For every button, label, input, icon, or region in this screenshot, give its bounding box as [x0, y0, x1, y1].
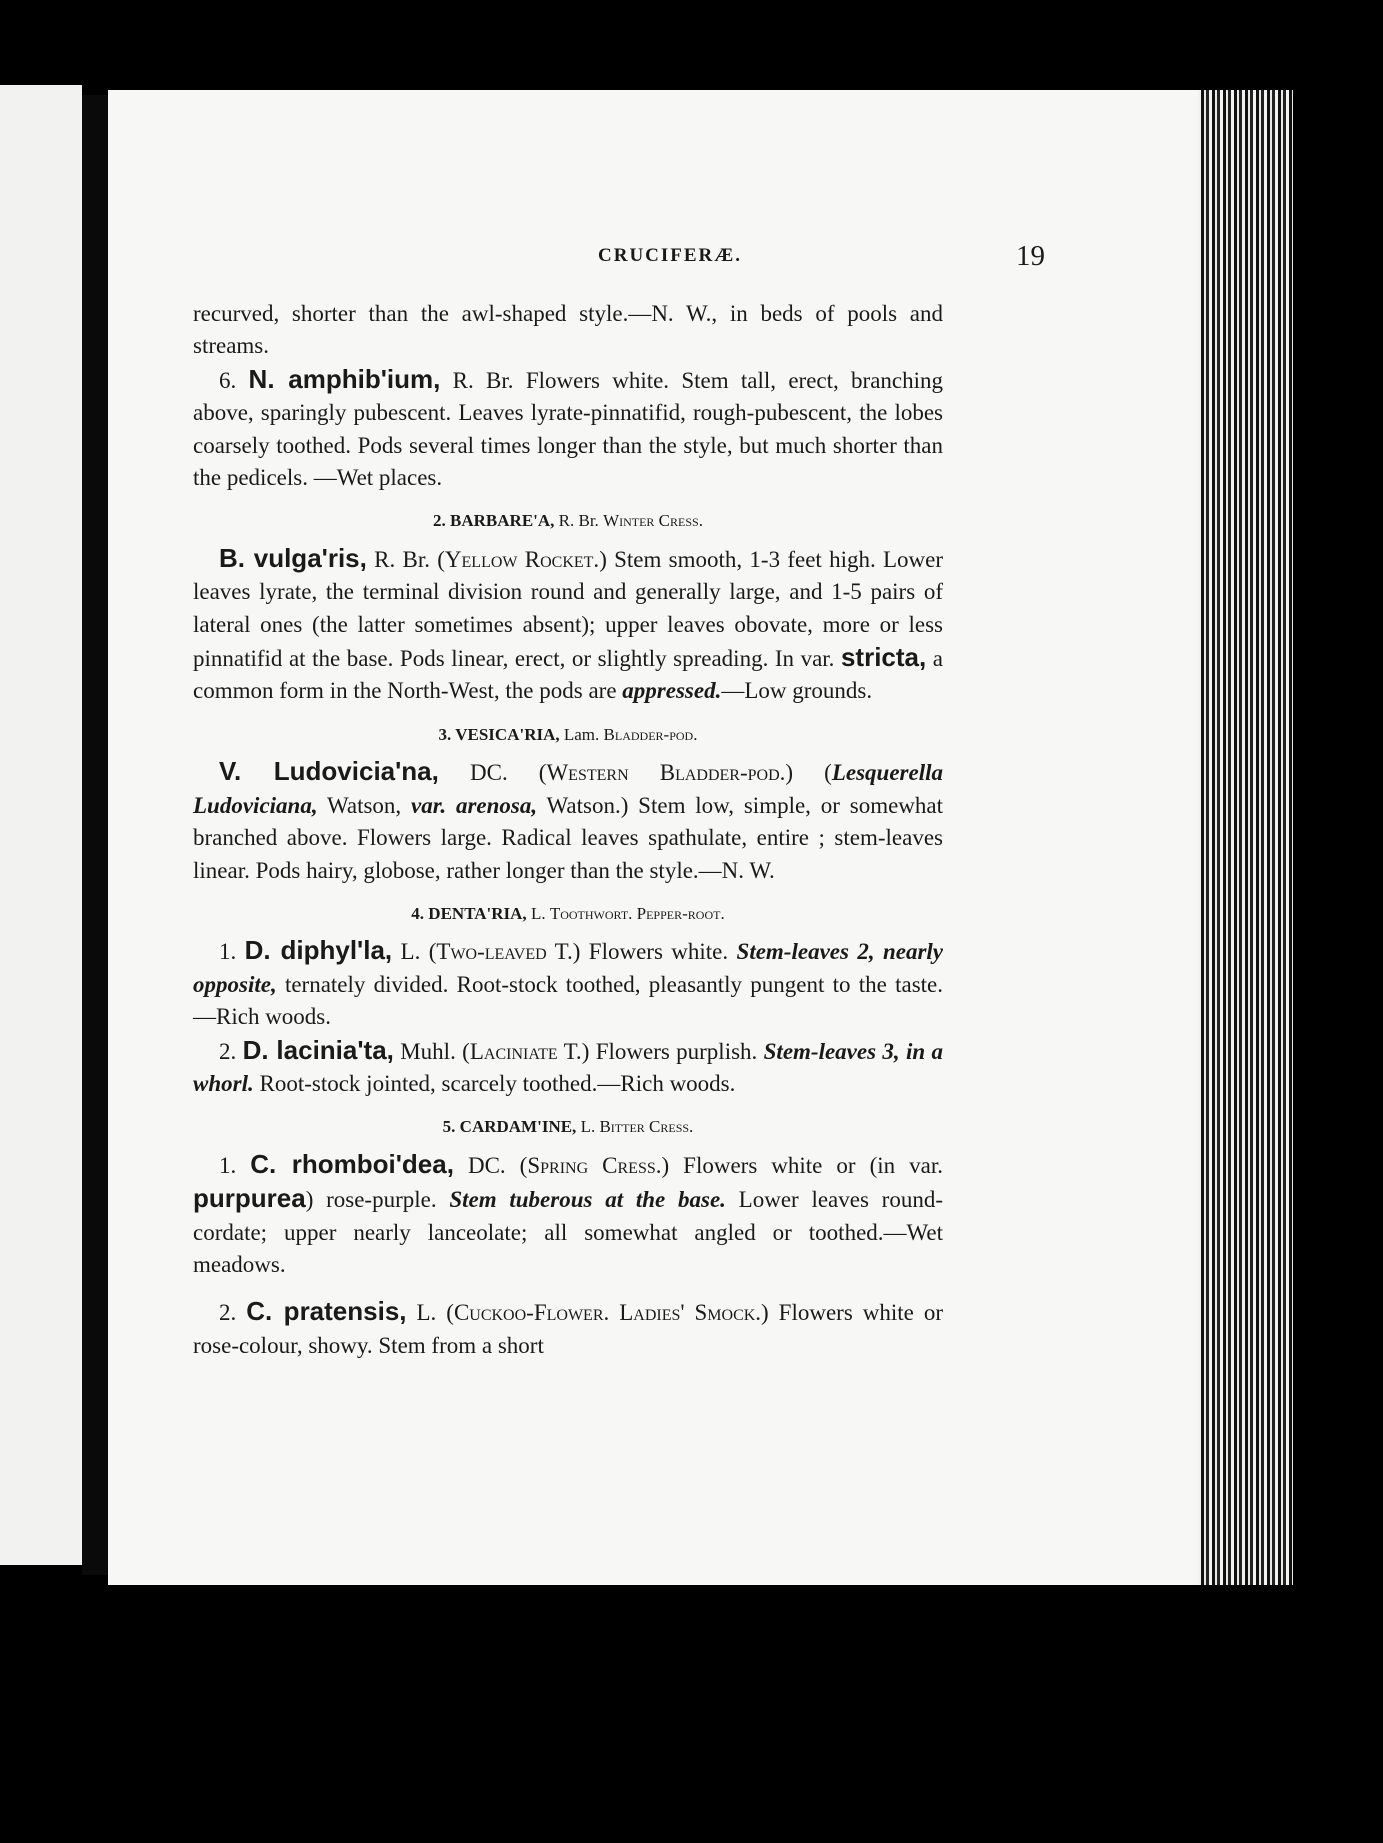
text: Watson.) Stem low, simple, or somewhat branched above. Flowers large. Radical leaves spathulate, entire ; stem-leaves linear. Pods hairy, globose, rather longer than the style.—N. W.	[193, 792, 943, 883]
species-entry	[193, 363, 943, 495]
genus-heading	[193, 1111, 943, 1143]
text: L. (	[406, 1300, 454, 1326]
text: recurved, shorter than the awl-shaped style.—N. W., in beds of pools and streams.	[193, 301, 943, 359]
text: —Low grounds.	[721, 678, 873, 704]
common-name: Laciniate T.	[469, 1038, 582, 1064]
page-number: 19	[1016, 240, 1045, 272]
genus-number: 4.	[411, 903, 429, 923]
species-entry	[193, 1148, 943, 1282]
entry-number: 2.	[219, 1300, 247, 1326]
author: L.	[576, 1117, 600, 1137]
genus-name: VESICA'RIA,	[455, 724, 560, 744]
genus-heading	[193, 505, 943, 537]
text: R. Br. (	[366, 546, 445, 572]
species-entry	[193, 934, 943, 1033]
species-name: C. pratensis,	[246, 1296, 407, 1327]
page-stack-edge	[1198, 90, 1293, 1585]
genus-heading	[193, 719, 943, 751]
text: ) Flowers white or rose-colour, showy. Stem from a short	[193, 1300, 943, 1358]
text: Watson,	[317, 792, 411, 818]
species-entry	[193, 1295, 943, 1362]
genus-name: BARBARE'A,	[450, 511, 555, 531]
text: ) rose-purple.	[305, 1187, 450, 1213]
author: L.	[526, 903, 550, 923]
common-name: Toothwort. Pepper-root.	[549, 903, 725, 923]
italic-text: var. arenosa,	[411, 792, 538, 818]
running-title: CRUCIFERÆ.	[598, 245, 743, 266]
previous-page-edge	[0, 85, 82, 1565]
species-name: D. lacinia'ta,	[242, 1034, 394, 1065]
italic-text: Stem tuberous at the base.	[449, 1187, 726, 1213]
text: ternately divided. Root-stock toothed, pleasantly pungent to the taste.—Rich woods.	[193, 971, 943, 1030]
text: ) Flowers white.	[572, 939, 737, 965]
text: ) Flowers white or (in var.	[661, 1152, 943, 1178]
text: L. (	[392, 939, 437, 965]
italic-text: Stem-leaves 3, in a whorl.	[193, 1038, 944, 1096]
entry-number: 6.	[219, 367, 249, 393]
genus-number: 5.	[442, 1117, 460, 1137]
italic-text: Stem-leaves 2, nearly opposite,	[193, 939, 944, 997]
paragraph-continued	[193, 298, 943, 363]
common-name: Winter Cress.	[603, 511, 703, 531]
text: ) Flowers purplish.	[581, 1038, 764, 1064]
text: a common form in the North-West, the pods are	[193, 646, 943, 704]
text: Muhl. (	[393, 1038, 470, 1064]
entry-number: 1.	[219, 1152, 251, 1178]
entry-number: 2.	[219, 1038, 243, 1064]
species-name: N. amphib'ium,	[248, 363, 441, 394]
common-name: Bladder-pod.	[603, 724, 698, 744]
genus-number: 2.	[433, 511, 451, 531]
page-header	[108, 240, 1198, 280]
common-name: Yellow Rocket.	[444, 546, 600, 572]
species-name: C. rhomboi'dea,	[250, 1148, 454, 1179]
text: DC. (	[453, 1152, 528, 1178]
species-name: B. vulga'ris,	[219, 542, 367, 573]
genus-name: CARDAM'INE,	[459, 1117, 577, 1137]
text: Root-stock jointed, scarcely toothed.—Rich woods.	[253, 1070, 736, 1096]
species-entry	[193, 755, 943, 887]
text: R. Br. Flowers white. Stem tall, erect, branching above, sparingly pubescent. Leaves lyrate-pinnatifid, rough-pubescent, the lobes coarsely toothed. Pods several times longer than the style, but much shorter than the pedicels. —Wet places.	[193, 367, 943, 491]
text: DC. (	[438, 760, 547, 786]
italic-text: Lesquerella Ludoviciana,	[193, 760, 943, 818]
entry-number: 1.	[219, 939, 245, 965]
book-gutter	[82, 95, 108, 1575]
text: ) (	[785, 760, 832, 786]
common-name: Two-leaved T.	[436, 939, 573, 965]
text: Lower leaves round-cordate; upper nearly lanceolate; all somewhat angled or toothed.—Wet meadows.	[193, 1187, 943, 1277]
genus-name: DENTA'RIA,	[428, 903, 527, 923]
author: Lam.	[559, 724, 604, 744]
common-name: Spring Cress.	[527, 1152, 662, 1178]
common-name: Cuckoo-Flower. Ladies' Smock.	[453, 1300, 762, 1326]
genus-heading	[193, 898, 943, 930]
italic-text: appressed.	[622, 678, 722, 704]
species-entry	[193, 542, 943, 708]
author: R. Br.	[554, 511, 604, 531]
species-entry	[193, 1034, 943, 1101]
genus-number: 3.	[438, 724, 456, 744]
variety-name: stricta,	[840, 642, 927, 673]
species-name: V. Ludovicia'na,	[219, 756, 439, 787]
text: ) Stem smooth, 1-3 feet high. Lower leaves lyrate, the terminal division round and generally large, and 1-5 pairs of lateral ones (the latter sometimes absent); upper leaves obovate, more or less pinnatifid at the base. Pods linear, erect, or slightly spreading. In var.	[193, 546, 944, 672]
variety-name: purpurea	[193, 1183, 306, 1214]
common-name: Bitter Cress.	[599, 1117, 694, 1137]
common-name: Western Bladder-pod.	[546, 760, 786, 786]
species-name: D. diphyl'la,	[244, 935, 393, 966]
page-body	[193, 298, 943, 1362]
